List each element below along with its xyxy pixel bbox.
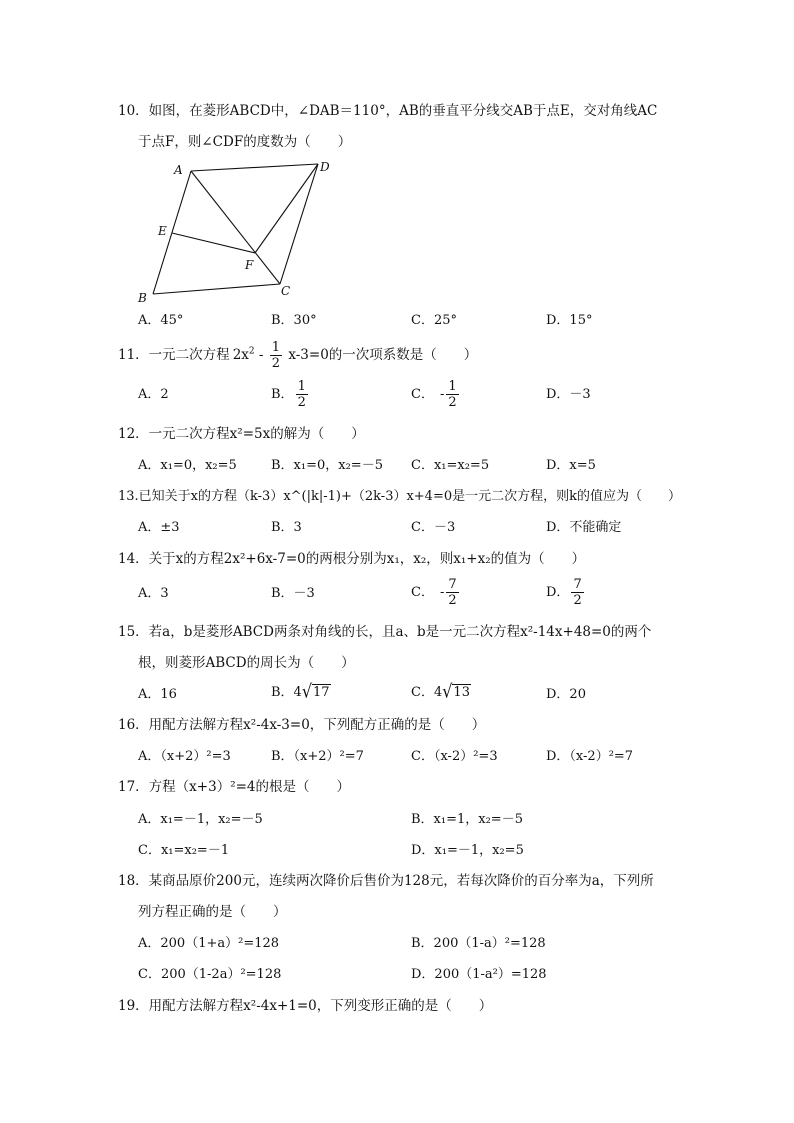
segment-da (191, 164, 318, 171)
q12-option-b: B．x₁=0，x₂=－5 (271, 458, 383, 473)
q15-line1: 15．若a，b是菱形ABCD两条对角线的长，且a、b是一元二次方程x²-14x+48=0的两个 (118, 624, 652, 640)
q11-eq-exponent: 2 (248, 346, 255, 357)
label-A: A (174, 163, 183, 177)
q13-option-b: B．3 (271, 520, 302, 535)
q13-stem: 13.已知关于x的方程（k-3）x^(|k|-1)+（2k-3）x+4=0是一元二次方程，则k的值应为（ ） (118, 489, 681, 504)
q10-option-c: C．25° (411, 313, 457, 328)
diagonal-ac (191, 171, 280, 284)
q16-option-c: C．（x-2）²=3 (411, 749, 498, 764)
q11-eq-term: 2x (232, 347, 249, 363)
q10-line1: 10．如图，在菱形ABCD中，∠DAB＝110°，AB的垂直平分线交AB于点E，交对角线AC (118, 103, 658, 119)
label-E: E (158, 224, 167, 238)
segment-bc (153, 284, 280, 294)
q15-option-a: A．16 (138, 687, 177, 702)
q17-option-a: A．x₁=－1，x₂=－5 (138, 812, 263, 827)
segment-cd (280, 164, 318, 284)
q16-option-d: D．（x-2）²=7 (546, 749, 634, 764)
q11-eq-rest: x-3=0 (288, 347, 329, 363)
q18-option-a: A．200（1+a）²=128 (138, 936, 280, 951)
q18-line1: 18．某商品原价200元，连续两次降价后售价为128元，若每次降价的百分率为a，下列所 (118, 873, 654, 889)
q15-option-d: D．20 (546, 687, 586, 702)
q12-option-c: C．x₁=x₂=5 (411, 458, 490, 473)
q13-option-c: C．－3 (411, 520, 456, 535)
q14-option-a: A．3 (138, 586, 169, 601)
q14-option-b: B．－3 (271, 586, 315, 601)
q16-option-b: B．（x+2）²=7 (271, 749, 364, 764)
q12-option-a: A．x₁=0，x₂=5 (138, 458, 237, 473)
q17-option-d: D．x₁=－1，x₂=5 (411, 843, 524, 858)
q16-stem: 16．用配方法解方程x²-4x-3=0，下列配方正确的是（ ） (118, 717, 486, 733)
q11-stem (118, 341, 477, 370)
q11-option-d: D．－3 (546, 387, 591, 402)
segment-df (255, 164, 318, 253)
rhombus-figure (130, 155, 350, 310)
q10-option-d: D．15° (546, 313, 593, 328)
q15-line2: 根，则菱形ABCD的周长为（ ） (138, 655, 355, 671)
label-B: B (138, 291, 147, 305)
q11-suffix: 的一次项系数是（ ） (328, 346, 478, 363)
q11-equation (233, 341, 329, 370)
q11-eq-minus: - (258, 347, 264, 363)
q17-option-b: B．x₁=1，x₂=－5 (411, 812, 523, 827)
q16-option-a: A．（x+2）²=3 (138, 749, 231, 764)
q14-option-d: D． $\frac{7}{2}$ (546, 577, 582, 608)
q11-option-b: B． $\frac{1}{2}$ (271, 379, 306, 410)
q13-option-d: D．不能确定 (546, 520, 622, 535)
label-C: C (281, 284, 291, 298)
q17-option-c: C．x₁=x₂=－1 (138, 843, 230, 858)
label-D: D (320, 160, 330, 174)
q14-stem: 14．关于x的方程2x²+6x-7=0的两根分别为x₁，x₂，则x₁+x₂的值为（ ） (118, 551, 586, 567)
q10-line2: 于点F，则∠CDF的度数为（ ） (138, 134, 352, 150)
q19-stem: 19．用配方法解方程x²-4x+1=0，下列变形正确的是（ ） (118, 998, 493, 1014)
q12-option-d: D．x=5 (546, 458, 596, 473)
q18-line2: 列方程正确的是（ ） (138, 904, 287, 920)
q11-option-c: C． - $\frac{1}{2}$ (411, 379, 457, 410)
q15-option-c: C．4 √13 (411, 680, 470, 703)
q11-option-a: A．2 (138, 387, 169, 402)
q18-option-c: C．200（1-2a）²=128 (138, 967, 282, 982)
q18-option-d: D．200（1-a²）=128 (411, 967, 547, 982)
q17-stem: 17．方程（x+3）²=4的根是（ ） (118, 779, 351, 795)
q10-option-b: B．30° (271, 313, 317, 328)
q12-stem: 12．一元二次方程x²=5x的解为（ ） (118, 426, 365, 442)
q15-option-b: B．4 √17 (271, 680, 330, 703)
q13-option-a: A．±3 (138, 520, 180, 535)
q18-option-b: B．200（1-a）²=128 (411, 936, 546, 951)
q11-eq-fraction: $\frac{1}{2}$ (271, 340, 281, 371)
q10-option-a: A．45° (138, 313, 184, 328)
q11-prefix: 11．一元二次方程 (118, 346, 230, 363)
label-F: F (245, 258, 254, 272)
q14-option-c: C． - $\frac{7}{2}$ (411, 577, 457, 608)
